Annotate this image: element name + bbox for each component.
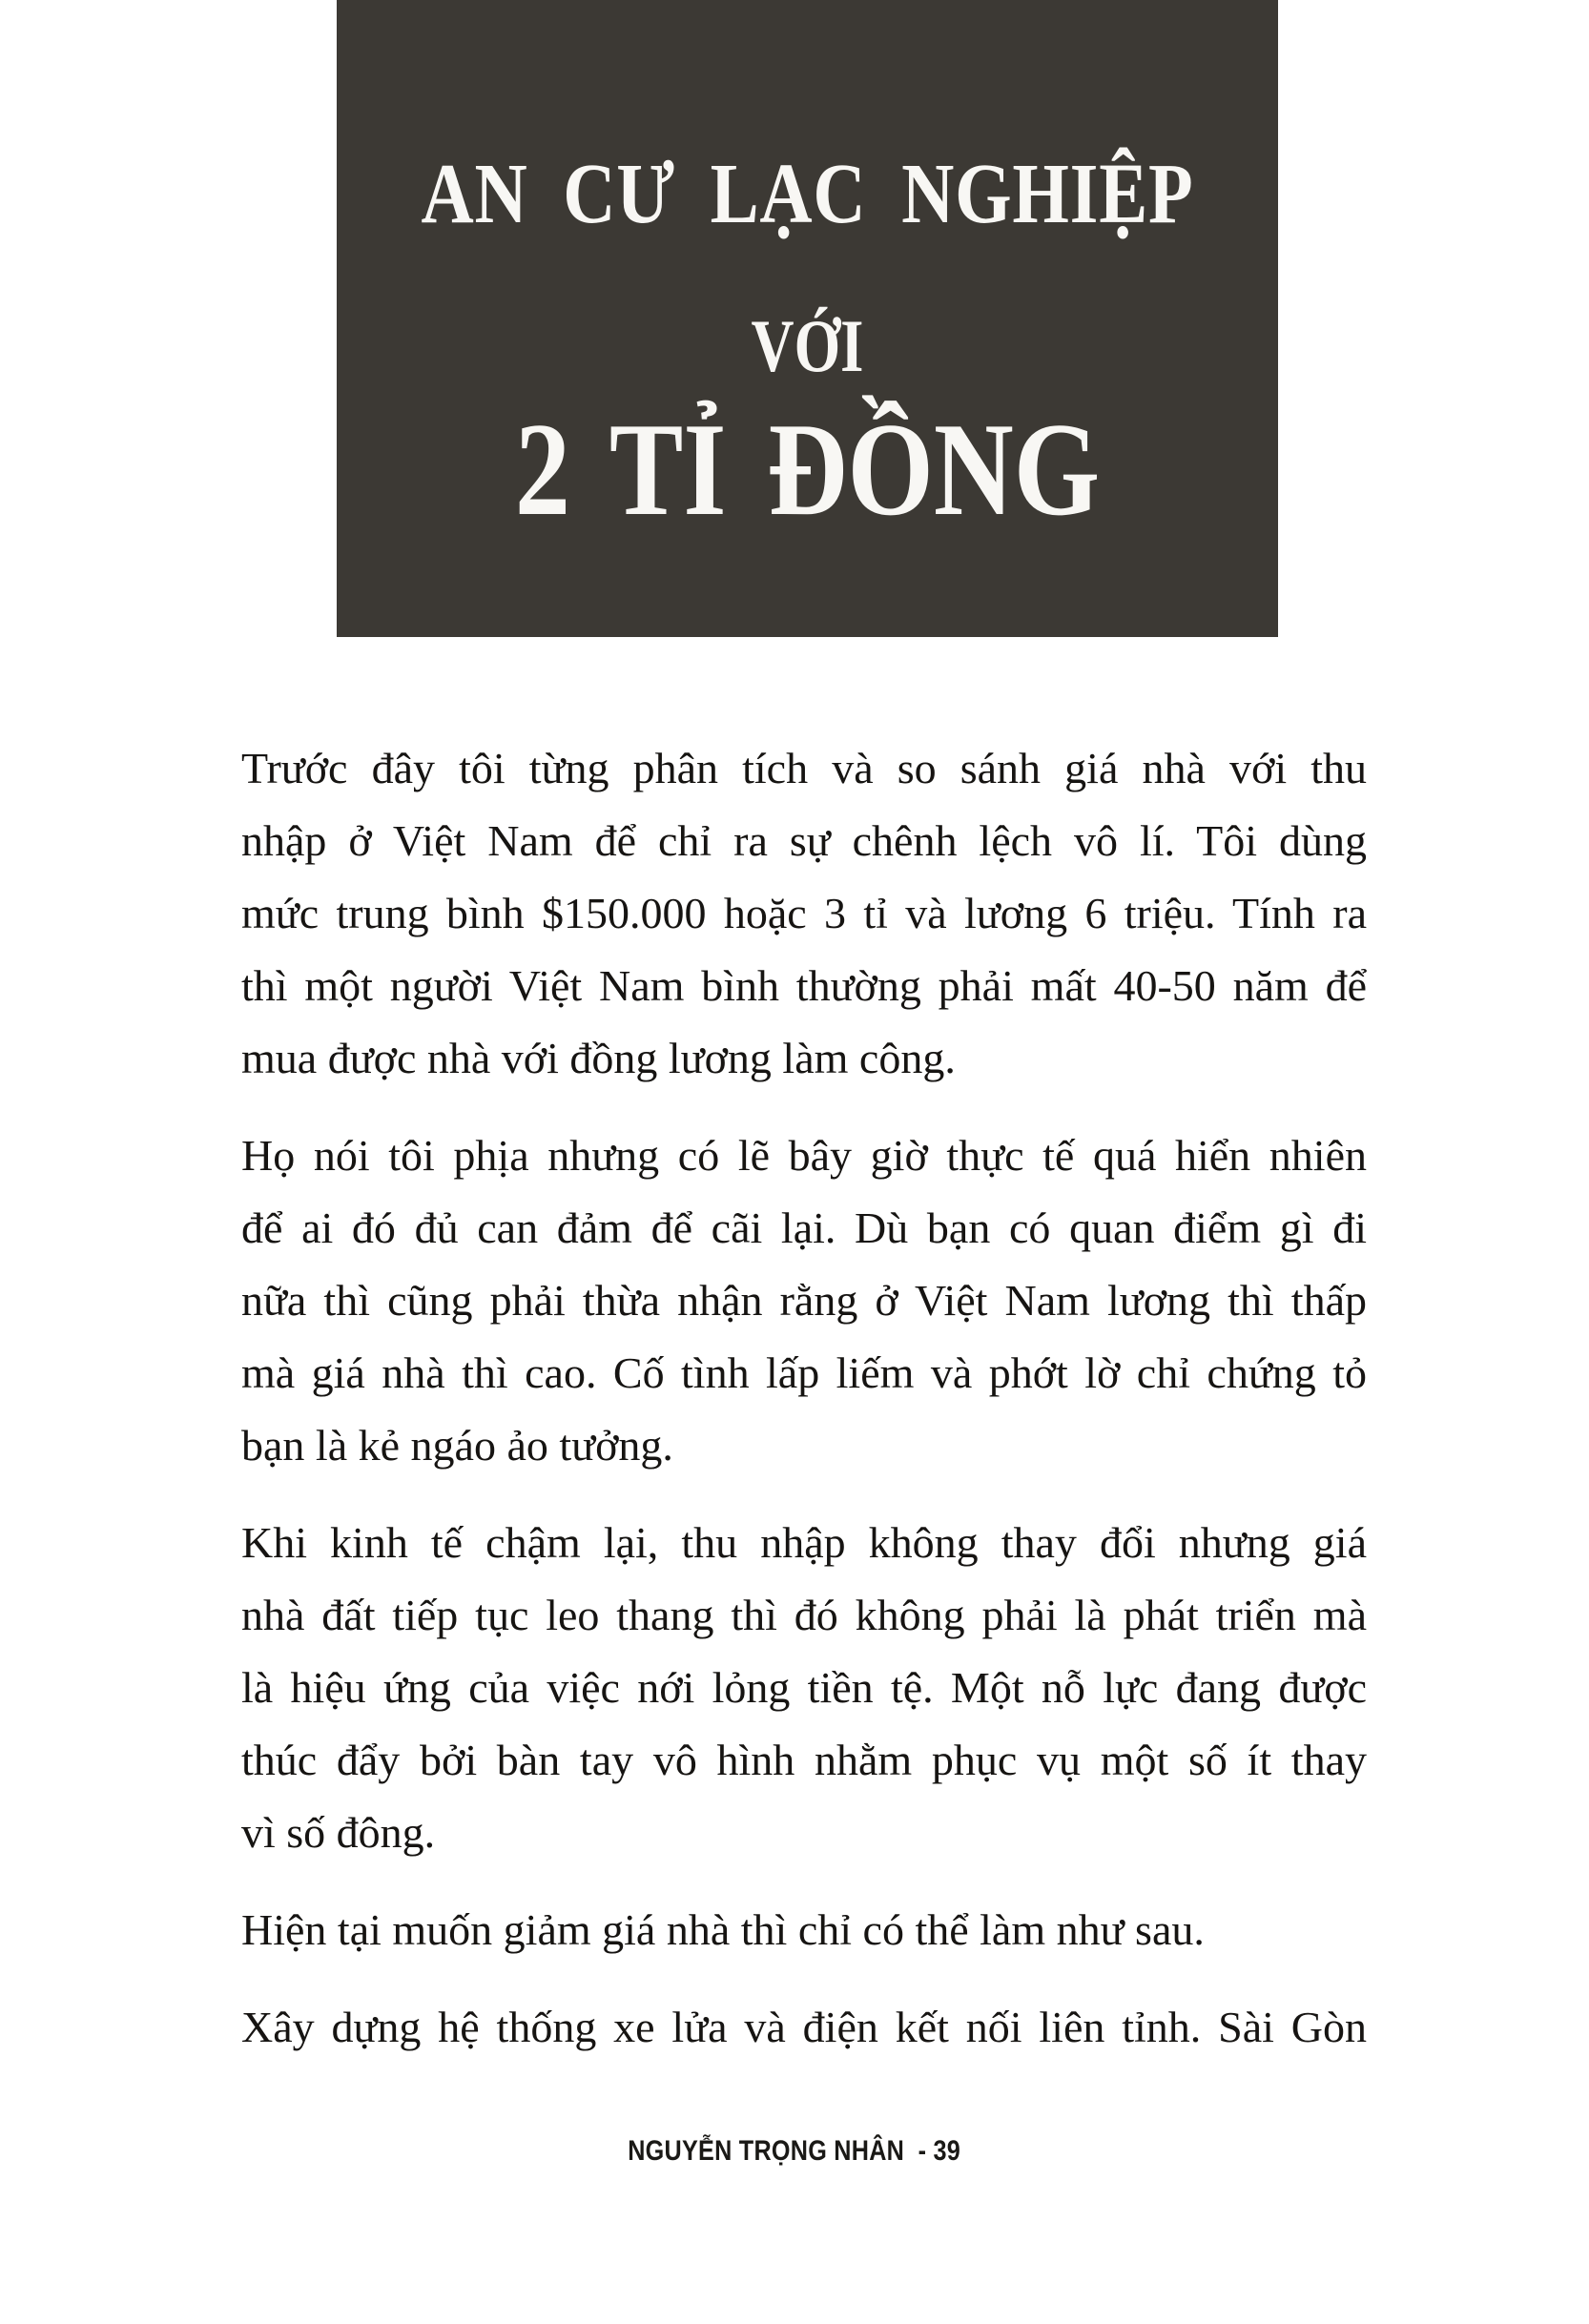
body-text bbox=[241, 732, 1367, 2064]
paragraph-3 bbox=[241, 1507, 1367, 1869]
body-text-line: vì số đông. bbox=[241, 1808, 436, 1857]
body-text-line: Xây dựng hệ thống xe lửa và điện kết nối liên tỉnh. Sài Gòn bbox=[241, 2003, 1367, 2051]
paragraph-2 bbox=[241, 1120, 1367, 1482]
body-text-line: Họ nói tôi phịa nhưng có lẽ bây giờ thực tế quá hiển nhiên bbox=[241, 1131, 1367, 1180]
paragraph-5 bbox=[241, 1991, 1367, 2064]
body-text-line: mua được nhà với đồng lương làm công. bbox=[241, 1034, 956, 1082]
paragraph-4 bbox=[241, 1894, 1367, 1966]
body-text-line: mức trung bình $150.000 hoặc 3 tỉ và lương 6 triệu. Tính ra bbox=[241, 889, 1367, 937]
body-text-line: Hiện tại muốn giảm giá nhà thì chỉ có thể làm như sau. bbox=[241, 1905, 1205, 1954]
paragraph-1 bbox=[241, 732, 1367, 1095]
body-text-line: thì một người Việt Nam bình thường phải mất 40-50 năm để bbox=[241, 961, 1367, 1010]
body-text-line: bạn là kẻ ngáo ảo tưởng. bbox=[241, 1421, 673, 1470]
body-text-line: nhà đất tiếp tục leo thang thì đó không phải là phát triển mà bbox=[241, 1591, 1367, 1639]
body-text-line: để ai đó đủ can đảm để cãi lại. Dù bạn có quan điểm gì đi bbox=[241, 1203, 1367, 1252]
body-text-line: mà giá nhà thì cao. Cố tình lấp liếm và phớt lờ chỉ chứng tỏ bbox=[241, 1348, 1367, 1397]
running-footer-author-page-number: NGUYỄN TRỌNG NHÂN - 39 bbox=[628, 2135, 961, 2167]
chapter-title-line-3: 2 TỈ ĐỒNG bbox=[514, 396, 1101, 544]
chapter-title-line-1: AN CƯ LẠC NGHIỆP bbox=[421, 147, 1194, 241]
body-text-line: Trước đây tôi từng phân tích và so sánh giá nhà với thu bbox=[241, 744, 1367, 792]
page-footer bbox=[0, 2134, 1589, 2173]
body-text-line: nhập ở Việt Nam để chỉ ra sự chênh lệch vô lí. Tôi dùng bbox=[241, 816, 1367, 865]
chapter-title-line-2: VỚI bbox=[751, 304, 864, 387]
body-text-line: nữa thì cũng phải thừa nhận rằng ở Việt Nam lương thì thấp bbox=[241, 1276, 1367, 1325]
body-text-line: thúc đẩy bởi bàn tay vô hình nhằm phục vụ một số ít thay bbox=[241, 1736, 1367, 1784]
chapter-title-block bbox=[337, 0, 1278, 637]
body-text-line: là hiệu ứng của việc nới lỏng tiền tệ. Một nỗ lực đang được bbox=[241, 1663, 1367, 1712]
body-text-line: Khi kinh tế chậm lại, thu nhập không thay đổi nhưng giá bbox=[241, 1518, 1367, 1567]
